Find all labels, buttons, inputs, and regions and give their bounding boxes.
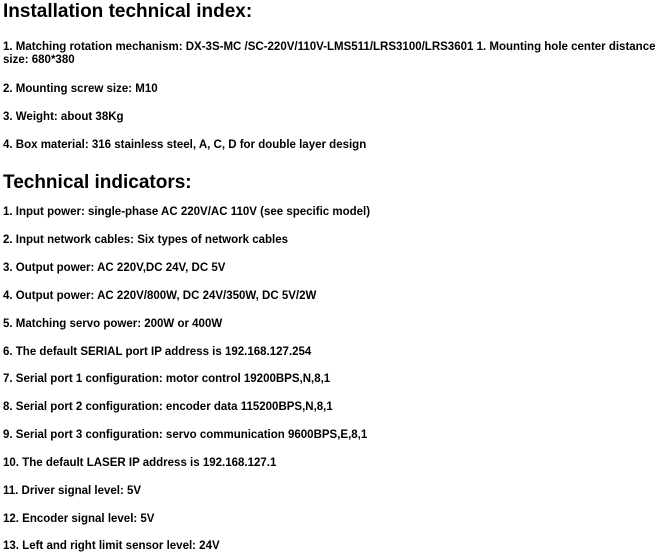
technical-item: 1. Input power: single-phase AC 220V/AC 110V (see specific model) [3,206,371,218]
technical-item: 10. The default LASER IP address is 192.168.127.1 [3,457,277,469]
technical-item: 9. Serial port 3 configuration: servo communication 9600BPS,E,8,1 [3,429,368,441]
technical-item: 4. Output power: AC 220V/800W, DC 24V/350W, DC 5V/2W [3,290,317,302]
installation-item: 3. Weight: about 38Kg [3,111,124,123]
installation-heading: Installation technical index: [3,1,253,22]
technical-item: 8. Serial port 2 configuration: encoder data 115200BPS,N,8,1 [3,401,333,413]
installation-item: 2. Mounting screw size: M10 [3,83,158,95]
technical-item: 11. Driver signal level: 5V [3,485,142,497]
technical-item: 2. Input network cables: Six types of network cables [3,234,289,246]
technical-item: 13. Left and right limit sensor level: 24V [3,540,220,552]
technical-item: 3. Output power: AC 220V,DC 24V, DC 5V [3,262,226,274]
installation-item: 4. Box material: 316 stainless steel, A, C, D for double layer design [3,139,367,151]
technical-item: 5. Matching servo power: 200W or 400W [3,318,223,330]
technical-item: 12. Encoder signal level: 5V [3,513,155,525]
technical-item: 6. The default SERIAL port IP address is 192.168.127.254 [3,346,312,358]
technical-item: 7. Serial port 1 configuration: motor control 19200BPS,N,8,1 [3,373,331,385]
technical-heading: Technical indicators: [3,172,192,193]
installation-item: 1. Matching rotation mechanism: DX-3S-MC /SC-220V/110V-LMS511/LRS3100/LRS3601 1. Mounting hole center distance size: 680*380 [3,41,656,66]
